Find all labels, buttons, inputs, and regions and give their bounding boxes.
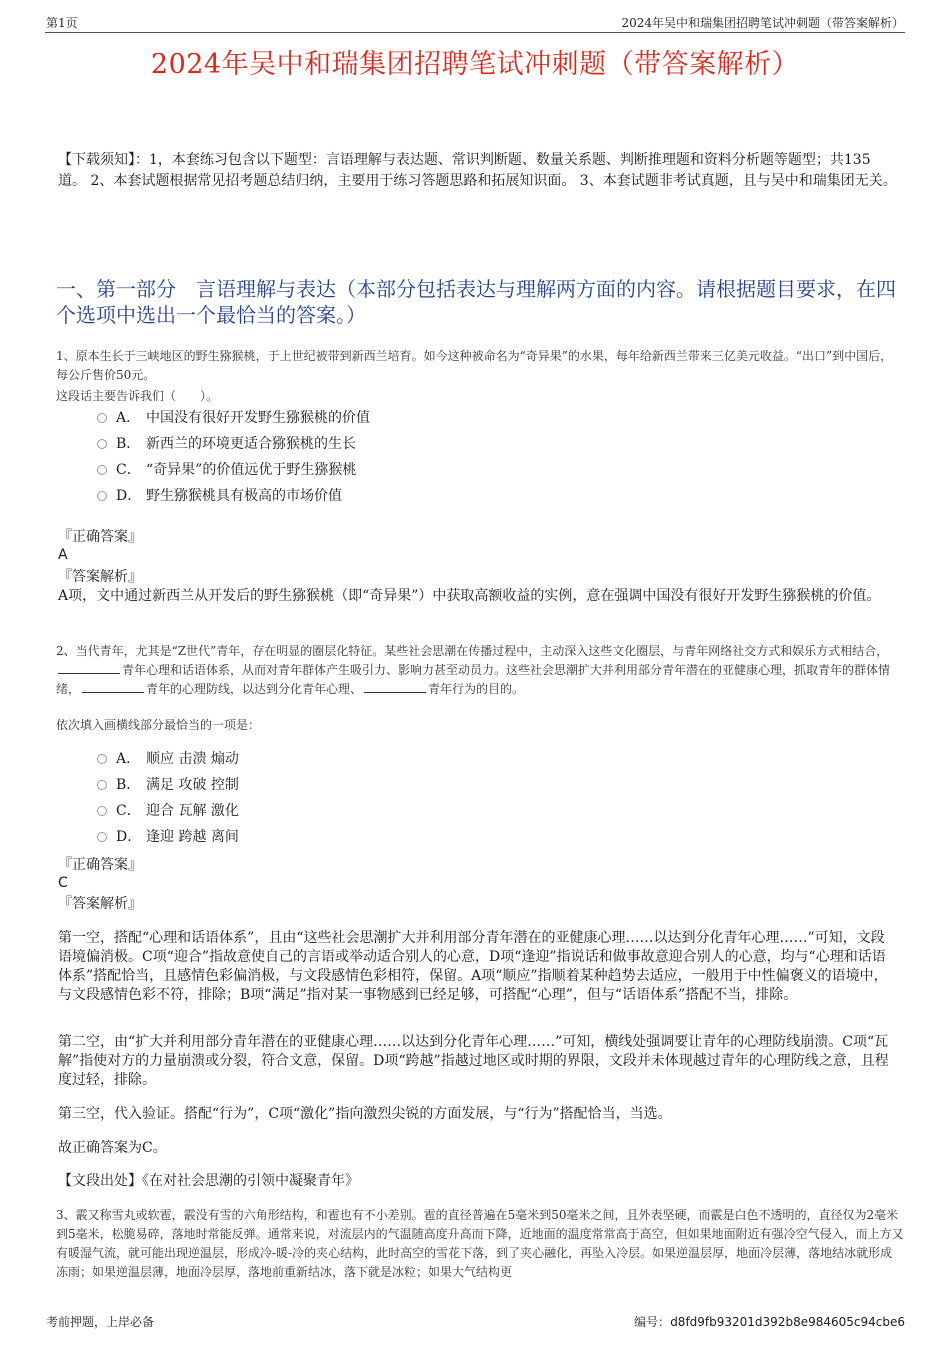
q3-stem: 3、霰又称雪丸或软雹，霰没有雪的六角形结构，和雹也有不小差别。雹的直径普遍在5毫米到50毫米之间，且外表坚硬，而霰是白色不透明的，直径仅为2毫米到5毫米，松脆易碎，落地时常能反弹。通常来说，对流层内的气温随高度升高而下降，近地面的温度常常高于高空，但如果地面附近有强冷空气侵入，而上方又有暖湿气流，就可能出现逆温层，形成冷-暖-冷的夹心结构，此时高空的雪花下落，到了夹心融化，再坠入冷层。如果逆温层厚，地面冷层薄，落地结冰就形成冻雨；如果逆温层薄，地面冷层厚，落地前重新结冰，落下就是冰粒；如果大气结构更 bbox=[56, 1208, 904, 1279]
q1-option-a[interactable]: A． 中国没有很好开发野生猕猴桃的价值 bbox=[97, 408, 370, 428]
q2-answer: C bbox=[58, 875, 68, 891]
section-heading: 一、第一部分 言语理解与表达（本部分包括表达与理解两方面的内容。请根据题目要求，在四个选项中选出一个最恰当的答案。） bbox=[56, 277, 896, 327]
header-divider bbox=[45, 32, 905, 33]
q1-option-c[interactable]: C． “奇异果”的价值远优于野生猕猴桃 bbox=[97, 460, 356, 480]
q2-option-d[interactable]: D． 逢迎 跨越 离间 bbox=[97, 827, 239, 847]
q1-analysis: A项，文中通过新西兰从开发后的野生猕猴桃（即“奇异果”）中获取高额收益的实例，意在强调中国没有很好开发野生猕猴桃的价值。 bbox=[58, 588, 881, 604]
radio-icon[interactable] bbox=[97, 465, 107, 475]
radio-icon[interactable] bbox=[97, 413, 107, 423]
download-notice: 【下载须知】：1，本套练习包含以下题型：言语理解与表达题、常识判断题、数量关系题、判断推理题和资料分析题等题型；共135道。 2、本套试题根据常见招考题总结归纳，主要用于练习答题思路和拓展知识面。 3、本套试题非考试真题，且与吴中和瑞集团无关。 bbox=[58, 152, 897, 189]
q1-answer-label: 『正确答案』 bbox=[58, 529, 142, 545]
q2-answer-label: 『正确答案』 bbox=[58, 857, 142, 873]
q2-option-c[interactable]: C． 迎合 瓦解 激化 bbox=[97, 801, 239, 821]
radio-icon[interactable] bbox=[97, 491, 107, 501]
page-number: 第1页 bbox=[46, 16, 78, 30]
fill-blank-3 bbox=[364, 680, 426, 693]
footer-slogan: 考前押题，上岸必备 bbox=[46, 1315, 155, 1329]
q2-option-a[interactable]: A． 顺应 击溃 煽动 bbox=[97, 749, 239, 769]
q2-analysis-p2: 第二空，由“扩大并利用部分青年潜在的亚健康心理……以达到分化青年心理……”可知，横线处强调要让青年的心理防线崩溃。C项“瓦解”指使对方的力量崩溃或分裂，符合文意，保留。D项“跨越”指越过地区或时期的界限，文段并未体现越过青年的心理防线之意，且程度过轻，排除。 bbox=[58, 1034, 889, 1088]
q1-option-b[interactable]: B． 新西兰的环境更适合猕猴桃的生长 bbox=[97, 434, 356, 454]
q2-option-b[interactable]: B． 满足 攻破 控制 bbox=[97, 775, 239, 795]
q1-answer: A bbox=[58, 547, 68, 563]
fill-blank-1 bbox=[58, 661, 120, 674]
radio-icon[interactable] bbox=[97, 439, 107, 449]
q2-source: 【文段出处】《在对社会思潮的引领中凝聚青年》 bbox=[58, 1173, 359, 1189]
radio-icon[interactable] bbox=[97, 780, 107, 790]
q1-stem: 1、原本生长于三峡地区的野生猕猴桃，于上世纪被带到新西兰培育。如今这种被命名为“奇异果”的水果，每年给新西兰带来三亿美元收益。“出口”到中国后，每公斤售价50元。 bbox=[56, 349, 893, 382]
q2-analysis-label: 『答案解析』 bbox=[58, 896, 142, 912]
radio-icon[interactable] bbox=[97, 754, 107, 764]
q2-analysis-p3: 第三空，代入验证。搭配“行为”，C项“激化”指向激烈尖锐的方面发展，与“行为”搭配恰当，当选。 bbox=[58, 1106, 672, 1122]
q2-stem: 2、当代青年，尤其是“Z世代”青年，存在明显的圈层化特征。某些社会思潮在传播过程中，主动深入这些文化圈层，与青年网络社交方式和娱乐方式相结合，青年心理和话语体系，从而对青年群体产生吸引力、影响力甚至动员力。这些社会思潮扩大并利用部分青年潜在的亚健康心理，抓取青年的群体情绪， 青年的心理防线，以达到分化青年心理、 青年行为的目的。 bbox=[56, 644, 891, 696]
document-title: 2024年吴中和瑞集团招聘笔试冲刺题（带答案解析） bbox=[150, 49, 800, 80]
q2-prompt: 依次填入画横线部分最恰当的一项是： bbox=[56, 718, 261, 732]
radio-icon[interactable] bbox=[97, 832, 107, 842]
footer-code: 编号：d8fd9fb93201d392b8e984605c94cbe6 bbox=[634, 1315, 905, 1329]
q1-option-d[interactable]: D． 野生猕猴桃具有极高的市场价值 bbox=[97, 486, 342, 506]
q1-prompt: 这段话主要告诉我们（ ）。 bbox=[56, 389, 219, 403]
fill-blank-2 bbox=[82, 680, 144, 693]
q2-analysis-p1: 第一空，搭配“心理和话语体系”，且由“这些社会思潮扩大并利用部分青年潜在的亚健康心理……以达到分化青年心理……”可知，文段语境偏消极。C项“迎合”指故意使自己的言语或举动适合别人的心意，D项“逢迎”指说话和做事故意迎合别人的心意，均与“心理和话语体系”搭配恰当，且感情色彩偏消极，与文段感情色彩相符，保留。A项“顺应”指顺着某种趋势去适应，一般用于中性偏褒义的语境中，与文段感情色彩不符，排除；B项“满足”指对某一事物感到已经足够，可搭配“心理”，但与“话语体系”搭配不当，排除。 bbox=[58, 930, 888, 1003]
q2-analysis-p4: 故正确答案为C。 bbox=[58, 1140, 167, 1156]
running-title: 2024年吴中和瑞集团招聘笔试冲刺题（带答案解析） bbox=[621, 16, 904, 30]
q1-analysis-label: 『答案解析』 bbox=[58, 569, 142, 585]
radio-icon[interactable] bbox=[97, 806, 107, 816]
